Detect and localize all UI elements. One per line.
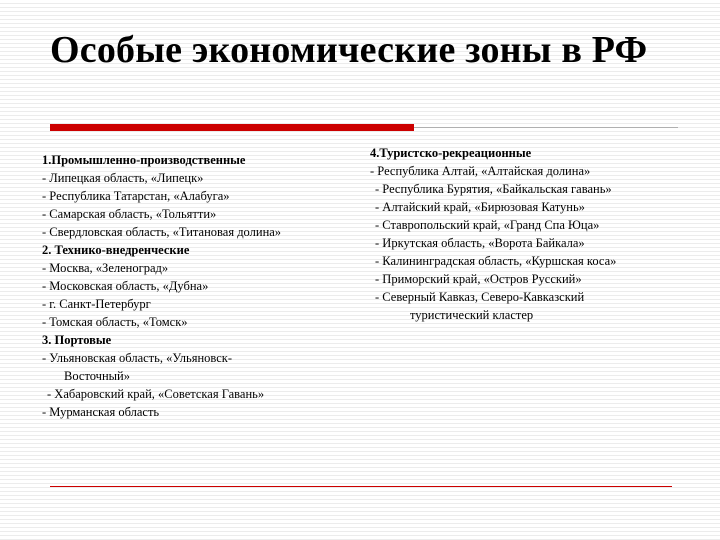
list-item: - Республика Бурятия, «Байкальская гавань» — [375, 182, 612, 196]
list-item: - Москва, «Зеленоград» — [42, 261, 169, 275]
list-item: - Калининградская область, «Куршская коса» — [375, 254, 617, 268]
list-item: - Республика Алтай, «Алтайская долина» — [370, 164, 591, 178]
section-heading-tourism: 4.Туристско-рекреационные — [370, 146, 532, 160]
list-item: - Ставропольский край, «Гранд Спа Юца» — [375, 218, 600, 232]
list-item: - Мурманская область — [42, 405, 160, 419]
title-underline-red — [50, 124, 414, 131]
list-item: - Липецкая область, «Липецк» — [42, 171, 204, 185]
slide-title: Особые экономические зоны в РФ — [50, 29, 648, 71]
left-column — [42, 151, 281, 421]
list-item: - Алтайский край, «Бирюзовая Катунь» — [375, 200, 585, 214]
list-item: - Ульяновская область, «Ульяновск- — [42, 351, 233, 365]
list-item: - Свердловская область, «Титановая долина» — [42, 225, 282, 239]
section-heading-tech: 2. Технико-внедренческие — [42, 243, 190, 257]
title-underline-gray — [414, 127, 678, 128]
list-item-continuation: туристический кластер — [410, 308, 534, 322]
list-item: - Московская область, «Дубна» — [42, 279, 209, 293]
list-item: - Приморский край, «Остров Русский» — [375, 272, 582, 286]
list-item: - Иркутская область, «Ворота Байкала» — [375, 236, 585, 250]
footer-divider — [50, 486, 672, 487]
list-item: - Северный Кавказ, Северо-Кавказский — [375, 290, 585, 304]
list-item: - Республика Татарстан, «Алабуга» — [42, 189, 230, 203]
list-item: - Хабаровский край, «Советская Гавань» — [47, 387, 265, 401]
section-heading-industrial: 1.Промышленно-производственные — [42, 153, 246, 167]
right-column — [370, 144, 616, 324]
list-item: - Самарская область, «Тольятти» — [42, 207, 217, 221]
section-heading-port: 3. Портовые — [42, 333, 112, 347]
list-item: - г. Санкт-Петербург — [42, 297, 151, 311]
list-item-continuation: Восточный» — [64, 369, 130, 383]
list-item: - Томская область, «Томск» — [42, 315, 188, 329]
